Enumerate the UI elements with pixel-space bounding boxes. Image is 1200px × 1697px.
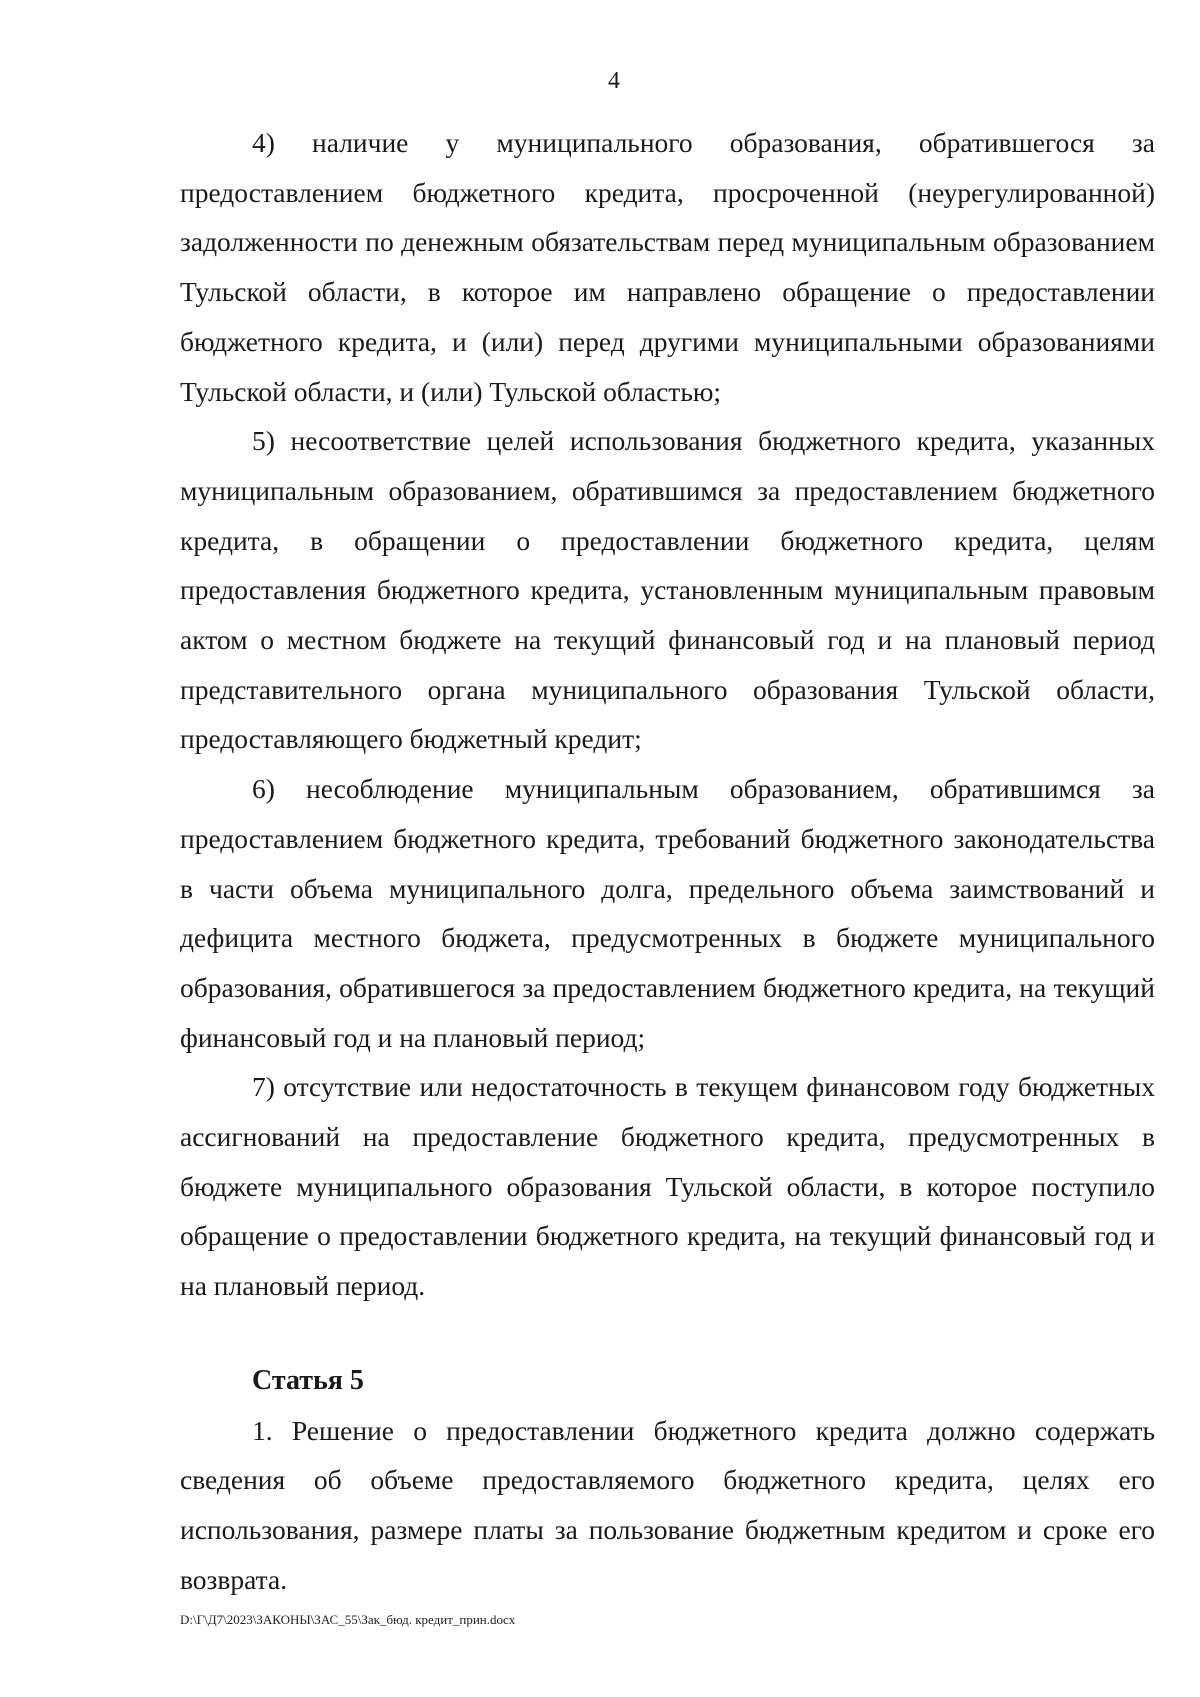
paragraph-item-6: 6) несоблюдение муниципальным образованием, обратившимся за предоставлением бюджетного кредита, требований бюджетного законодательства в части объема муниципального долга, предельного объема заимствований и дефицита местного бюджета, предусмотренных в бюджете муниципального образования, обратившегося за предоставлением бюджетного кредита, на текущий финансовый год и на плановый период;	[180, 773, 1155, 1053]
paragraph-item-5: 5) несоответствие целей использования бюджетного кредита, указанных муниципальным образованием, обратившимся за предоставлением бюджетного кредита, в обращении о предоставлении бюджетного кредита, целям предоставления бюджетного кредита, установленным муниципальным правовым актом о местном бюджете на текущий финансовый год и на плановый период представительного органа муниципального образования Тульской области, предоставляющего бюджетный кредит;	[180, 425, 1155, 755]
paragraph-item-7: 7) отсутствие или недостаточность в текущем финансовом году бюджетных ассигнований на предоставление бюджетного кредита, предусмотренных в бюджете муниципального образования Тульской области, в которое поступило обращение о предоставлении бюджетного кредита, на текущий финансовый год и на плановый период.	[180, 1071, 1155, 1302]
footer-file-path: D:\Г\Д7\2023\ЗАКОНЫ\ЗАС_55\Зак_бюд. кредит_прин.docx	[180, 1612, 516, 1627]
document-body	[180, 118, 1155, 1604]
page-number: 4	[608, 68, 620, 94]
paragraph-item-4: 4) наличие у муниципального образования, обратившегося за предоставлением бюджетного кредита, просроченной (неурегулированной) задолженности по денежным обязательствам перед муниципальным образованием Тульской области, в которое им направлено обращение о предоставлении бюджетного кредита, и (или) перед другими муниципальными образованиями Тульской области, и (или) Тульской областью;	[180, 127, 1155, 407]
paragraph-article5-part1: 1. Решение о предоставлении бюджетного кредита должно содержать сведения об объеме предоставляемого бюджетного кредита, целях его использования, размере платы за пользование бюджетным кредитом и сроке его возврата.	[180, 1414, 1155, 1595]
article-heading: Статья 5	[252, 1364, 364, 1396]
